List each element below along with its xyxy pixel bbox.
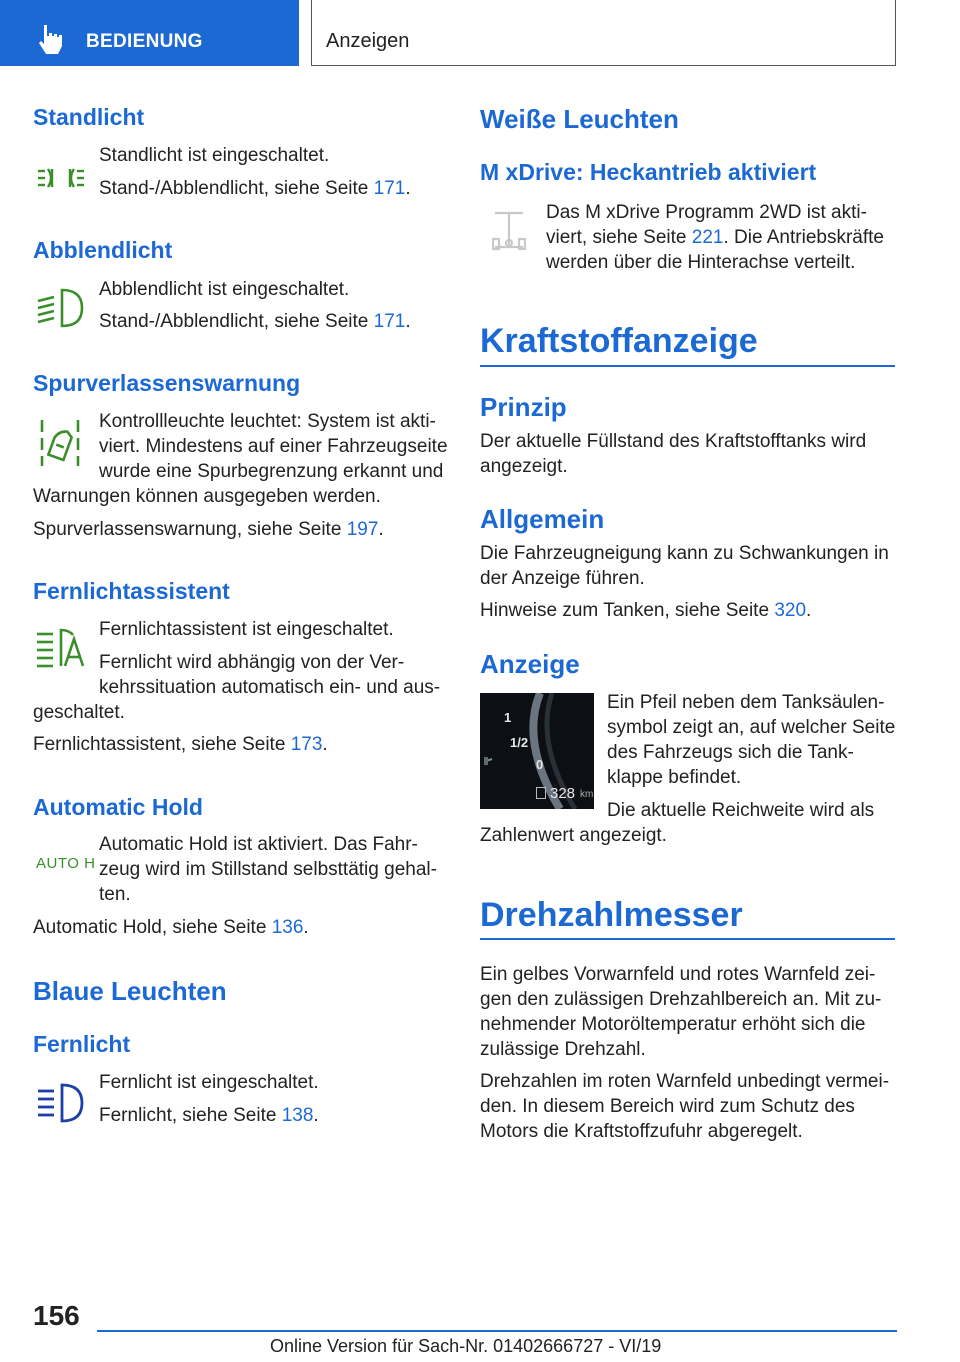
fuel-pump-icon: [536, 787, 546, 799]
gauge-unit: km: [580, 789, 594, 800]
spur-line-4: Warnungen können ausgegeben werden.: [33, 486, 381, 507]
ref-end: . Die Antriebskräfte: [723, 227, 884, 248]
abblendlicht-ref: [99, 309, 411, 334]
heading-prinzip: Prinzip: [480, 392, 567, 422]
lane-departure-icon: [38, 418, 82, 468]
ref-end: .: [322, 734, 328, 755]
page-link-136[interactable]: 136: [271, 917, 304, 938]
heading-rule: [480, 365, 895, 367]
drehzahl-line-1: Ein gelbes Vorwarnfeld und rotes Warnfeld zei-: [480, 964, 876, 985]
ref-end: .: [378, 519, 384, 540]
heading-anzeige: Anzeige: [480, 649, 580, 679]
ref-end: .: [313, 1105, 319, 1126]
spur-ref: [33, 517, 384, 542]
ref-text: Fernlichtassistent, siehe Seite: [33, 734, 291, 755]
allgemein-line-2: der Anzeige führen.: [480, 568, 645, 589]
allgemein-line-1: Die Fahrzeugneigung kann zu Schwankungen in: [480, 543, 889, 564]
anzeige-line-2: symbol zeigt an, auf welcher Seite: [607, 717, 896, 738]
drehzahl-line-6: den. In diesem Bereich wird zum Schutz des: [480, 1096, 855, 1117]
page-link-138[interactable]: 138: [281, 1105, 314, 1126]
anzeige-line-4: klappe befindet.: [607, 767, 742, 788]
ref-text: Hinweise zum Tanken, siehe Seite: [480, 600, 775, 621]
fernassist-line-3: geschaltet.: [33, 702, 125, 723]
drehzahl-line-4: zulässige Drehzahl.: [480, 1039, 646, 1060]
page-link-221[interactable]: 221: [691, 227, 724, 248]
autohold-line-3: ten.: [99, 884, 131, 905]
fernassist-line-2: kehrssituation automatisch ein- und aus-: [99, 677, 441, 698]
heading-kraftstoffanzeige: Kraftstoffanzeige: [480, 322, 758, 360]
page-link-173[interactable]: 173: [290, 734, 323, 755]
hand-pointer-icon: [34, 22, 68, 56]
heading-abblendlicht: Abblendlicht: [33, 237, 173, 263]
ref-end: .: [405, 178, 411, 199]
anzeige-line-3: des Fahrzeugs sich die Tank-: [607, 742, 854, 763]
abblendlicht-desc: Abblendlicht ist eingeschaltet.: [99, 279, 350, 300]
gauge-range: 328: [550, 785, 576, 802]
spur-line-3: wurde eine Spurbegrenzung erkannt und: [99, 461, 444, 482]
heading-automatic-hold: Automatic Hold: [33, 794, 203, 820]
ref-text: Automatic Hold, siehe Seite: [33, 917, 272, 938]
spur-line-2: viert. Mindestens auf einer Fahrzeugseite: [99, 436, 448, 457]
rear-wheel-drive-icon: [492, 209, 526, 251]
heading-rule: [480, 938, 895, 940]
prinzip-line-2: angezeigt.: [480, 456, 568, 477]
fuel-gauge-image: [480, 693, 594, 809]
high-beam-assistant-icon: [35, 627, 85, 669]
page-link-320[interactable]: 320: [774, 600, 807, 621]
page-number: 156: [33, 1300, 80, 1331]
chapter-label: Anzeigen: [326, 30, 410, 52]
section-label: BEDIENUNG: [86, 31, 203, 52]
heading-blaue-leuchten: Blaue Leuchten: [33, 976, 227, 1006]
chapter-header: [311, 0, 896, 66]
ref-end: .: [806, 600, 812, 621]
fernlicht-ref: [99, 1103, 319, 1128]
drehzahl-line-7: Motors die Kraftstoffzufuhr abgeregelt.: [480, 1121, 803, 1142]
auto-hold-icon: AUTO H: [36, 855, 96, 872]
page-link-171[interactable]: 171: [373, 178, 406, 199]
heading-spurverlassenswarnung: Spurverlassenswarnung: [33, 370, 301, 396]
anzeige-line-1: Ein Pfeil neben dem Tanksäulen-: [607, 692, 885, 713]
heading-allgemein: Allgemein: [480, 504, 605, 534]
xdrive-line-3: werden über die Hinterachse verteilt.: [546, 252, 856, 273]
ref-end: .: [303, 917, 309, 938]
gauge-mark-empty: 0: [536, 757, 544, 772]
heading-xdrive: M xDrive: Heckantrieb aktiviert: [480, 159, 817, 185]
ref-text: viert, siehe Seite: [546, 227, 692, 248]
footer-text: Online Version für Sach-Nr. 01402666727 - VI/19: [270, 1336, 662, 1356]
ref-end: .: [405, 311, 411, 332]
heading-fernlichtassistent: Fernlichtassistent: [33, 578, 230, 604]
autohold-ref: [33, 915, 309, 940]
ref-text: Stand-/Abblendlicht, siehe Seite: [99, 311, 374, 332]
fernassist-line-1: Fernlicht wird abhängig von der Ver-: [99, 652, 405, 673]
standlicht-desc: Standlicht ist eingeschaltet.: [99, 145, 330, 166]
ref-text: Spurverlassenswarnung, siehe Seite: [33, 519, 347, 540]
drehzahl-line-3: nehmender Motoröltemperatur erhöht sich die: [480, 1014, 866, 1035]
drehzahl-line-5: Drehzahlen im roten Warnfeld unbedingt vermei-: [480, 1071, 890, 1092]
heading-weisse-leuchten: Weiße Leuchten: [480, 104, 679, 134]
xdrive-line-2: [546, 225, 884, 250]
fernlicht-desc: Fernlicht ist eingeschaltet.: [99, 1072, 319, 1093]
autohold-line-1: Automatic Hold ist aktiviert. Das Fahr-: [99, 834, 418, 855]
low-beam-icon: [36, 287, 84, 329]
ref-text: Stand-/Abblendlicht, siehe Seite: [99, 178, 374, 199]
standlicht-ref: [99, 176, 411, 201]
autohold-line-2: zeug wird im Stillstand selbsttätig gehal-: [99, 859, 437, 880]
gauge-mark-full: 1: [504, 710, 512, 725]
parking-light-icon: [36, 166, 86, 190]
prinzip-line-1: Der aktuelle Füllstand des Kraftstofftanks wird: [480, 431, 867, 452]
anzeige-line-5: Die aktuelle Reichweite wird als: [607, 800, 875, 821]
gauge-mark-half: 1/2: [510, 735, 529, 750]
heading-fernlicht: Fernlicht: [33, 1031, 131, 1057]
spur-line-1: Kontrollleuchte leuchtet: System ist akti-: [99, 411, 436, 432]
allgemein-ref: [480, 598, 811, 623]
page-link-171[interactable]: 171: [373, 311, 406, 332]
high-beam-icon: [36, 1082, 84, 1124]
page-link-197[interactable]: 197: [346, 519, 379, 540]
section-tab[interactable]: [0, 0, 299, 66]
heading-standlicht: Standlicht: [33, 104, 145, 130]
footer-rule: [97, 1330, 897, 1332]
anzeige-line-6: Zahlenwert angezeigt.: [480, 825, 667, 846]
ref-text: Fernlicht, siehe Seite: [99, 1105, 282, 1126]
xdrive-line-1: Das M xDrive Programm 2WD ist akti-: [546, 202, 867, 223]
drehzahl-line-2: gen den zulässigen Drehzahlbereich an. Mit zu-: [480, 989, 882, 1010]
heading-drehzahlmesser: Drehzahlmesser: [480, 896, 743, 934]
fernassist-ref: [33, 732, 328, 757]
fernassist-desc: Fernlichtassistent ist eingeschaltet.: [99, 619, 394, 640]
